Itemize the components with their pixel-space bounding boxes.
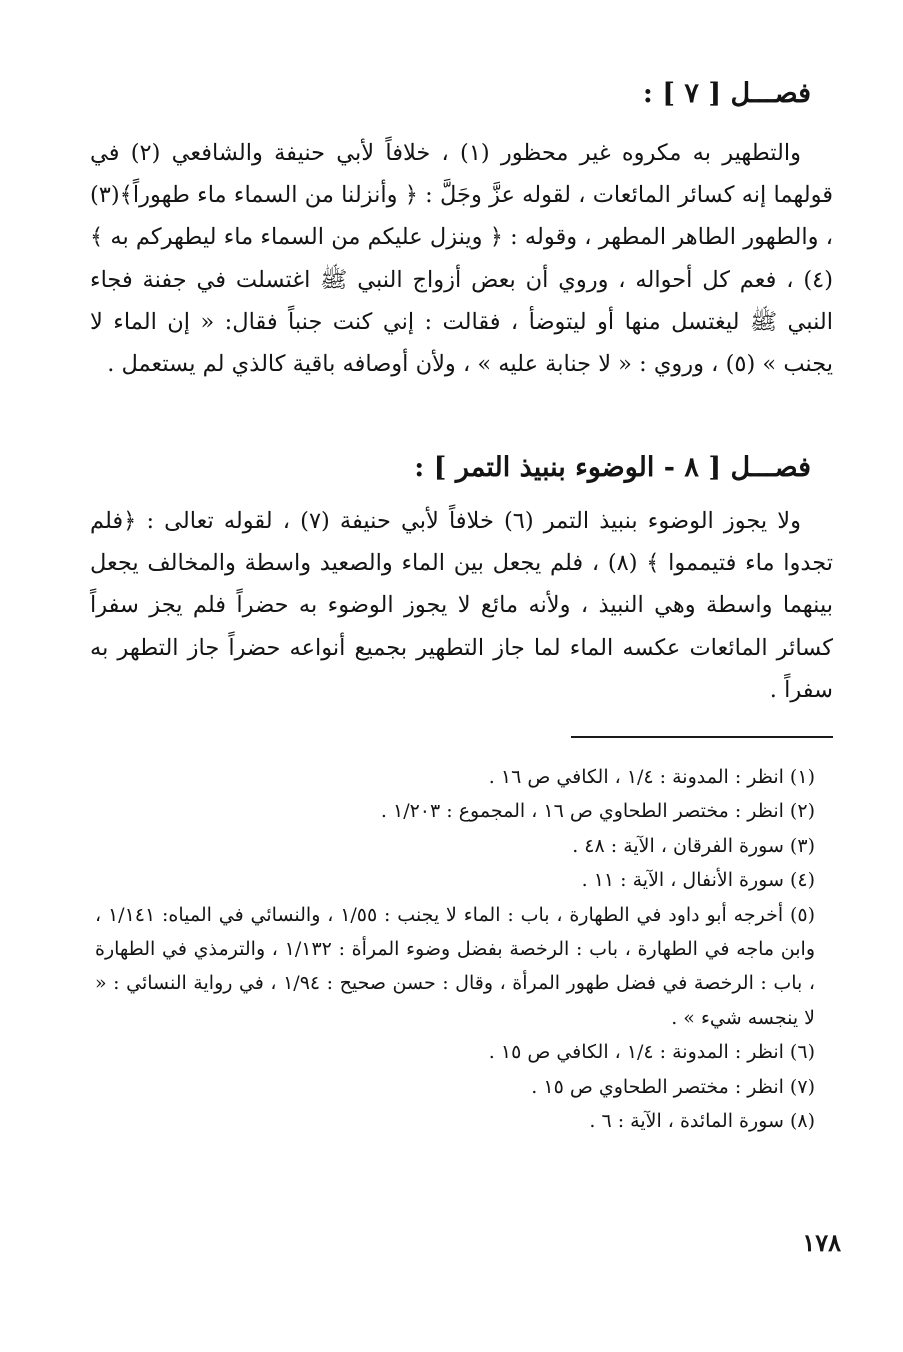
footnote: (٣) سورة الفرقان ، الآية : ٤٨ . <box>572 834 815 857</box>
footnote: (٤) سورة الأنفال ، الآية : ١١ . <box>581 869 815 892</box>
footnote: (٥) أخرجه أبو داود في الطهارة ، باب : الماء لا يجنب : ١/٥٥ ، والنسائي في المياه: ١/١٤١ ، وابن ماجه في الطهارة ، باب : الرخصة بفضل وضوء المرأة : ١/١٣٢ ، والترمذي في الطهارة ، باب : الرخصة في فضل طهور المرأة ، وقال : حسن صحيح : ١/٩٤ ، في رواية النسائي : « لا ينجسه شيء » . <box>95 903 815 1029</box>
page-number: ١٧٨ <box>802 1228 841 1257</box>
section-body-7 <box>90 132 833 385</box>
footnote-separator <box>571 736 833 738</box>
section-body-8 <box>90 500 833 711</box>
footnote: (٢) انظر : مختصر الطحاوي ص ١٦ ، المجموع : ١/٢٠٣ . <box>380 800 815 823</box>
footnote: (٨) سورة المائدة ، الآية : ٦ . <box>589 1110 815 1133</box>
footnote: (٦) انظر : المدونة : ١/٤ ، الكافي ص ١٥ . <box>488 1041 815 1064</box>
section-title-7 <box>92 74 811 114</box>
footnote: (٧) انظر : مختصر الطحاوي ص ١٥ . <box>531 1075 815 1098</box>
paragraph: والتطهير به مكروه غير محظور (١) ، خلافاً لأبي حنيفة والشافعي (٢) في قولهما إنه كسائر المائعات ، لقوله عزَّ وجَلَّ : ﴿ وأنزلنا من السماء ماء طهوراً﴾(٣) ، والطهور الطاهر المطهر ، وقوله : ﴿ وينزل عليكم من السماء ماء ليطهركم به ﴾ (٤) ، فعم كل أحواله ، وروي أن بعض أزواج النبي ﷺ اغتسلت في جفنة فجاء النبي ﷺ ليغتسل منها أو ليتوضأ ، فقالت : إني كنت جنباً فقال: « إن الماء لا يجنب » (٥) ، وروي : « لا جنابة عليه » ، ولأن أوصافه باقية كالذي لم يستعمل . <box>90 140 833 378</box>
section-title-text: فصـــل [ ٨ - الوضوء بنبيذ التمر ] : <box>414 452 811 483</box>
footnotes <box>95 760 815 1138</box>
section-title-8 <box>92 448 811 488</box>
footnote: (١) انظر : المدونة : ١/٤ ، الكافي ص ١٦ . <box>488 766 815 788</box>
paragraph: ولا يجوز الوضوء بنبيذ التمر (٦) خلافاً لأبي حنيفة (٧) ، لقوله تعالى : ﴿فلم تجدوا ماء فتيمموا ﴾ (٨) ، فلم يجعل بين الماء والصعيد واسطة والمخالف يجعل بينهما واسطة وهي النبيذ ، ولأنه مائع لا يجوز الوضوء به حضراً فلم يجز سفراً كسائر المائعات عكسه الماء لما جاز التطهير بجميع أنواعه حضراً جاز التطهر به سفراً . <box>90 508 833 703</box>
section-title-text: فصـــل [ ٧ ] : <box>642 78 811 109</box>
